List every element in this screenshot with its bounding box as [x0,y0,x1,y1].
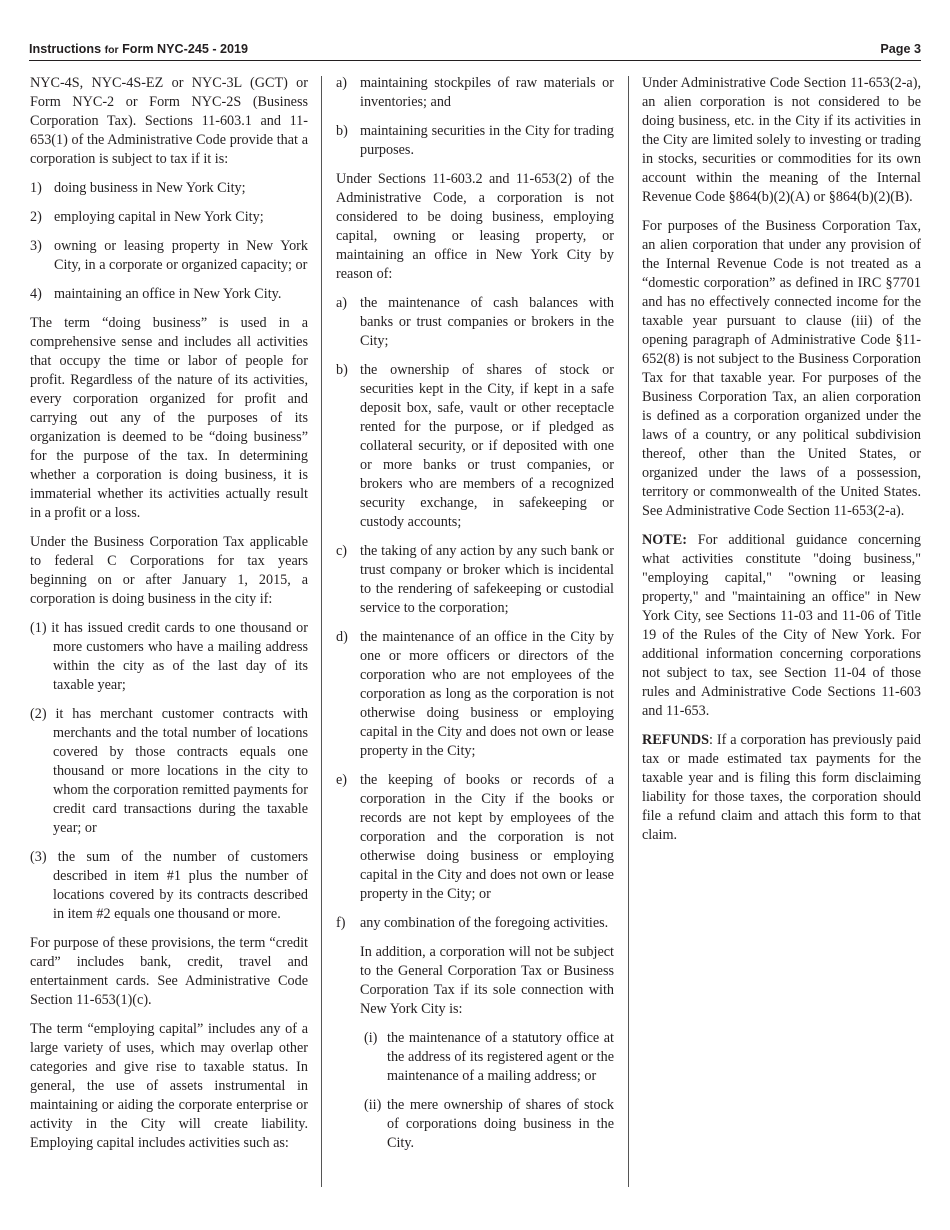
paragraph: For purpose of these provisions, the term “credit card” includes bank, credit, travel and entertainment cards. See Administrative Code Section 11-653(1)(c). [30,935,308,1008]
header-title-prefix: Instructions [29,42,102,56]
paragraph: The term “doing business” is used in a comprehensive sense and includes all activities that occupy the time or labor of people for profit. Regardless of the nature of its activities, every corporation organized for profit and carrying out any of the purposes of its organization is deemed to be “doing business” for the purpose of the tax. In determining whether a corporation is doing business, it is immaterial whether its activities actually result in a profit or a loss. [30,315,308,521]
header-title-for: for [104,44,119,56]
list-item-label: 2) [30,209,42,225]
header-title [29,42,248,56]
list-item-label: c) [336,543,348,559]
list-item-label: d) [336,629,348,645]
list-item [30,208,308,227]
list-item-label: (i) [364,1030,378,1046]
list-item [336,294,614,351]
list-item [364,1096,614,1153]
refunds-paragraph [642,731,921,845]
list-item [336,628,614,761]
note-paragraph [642,531,921,721]
column-1 [30,74,308,1163]
list-item-label: e) [336,772,348,788]
column-divider-2 [628,76,629,1187]
list-item [336,361,614,532]
paragraph: For purposes of the Business Corporation Tax, an alien corporation that under any provision of the Internal Revenue Code is not treated as a “domestic corporation” as defined in IRC §7701 and has no effectively connected income for the taxable year pursuant to clause (iii) of the opening paragraph of Administrative Code §11-652(8) is not subject to the Business Corporation Tax for that taxable year. For purposes of the Business Corporation Tax, an alien corporation is defined as a corporation organized under the laws of a country, or any political subdivision thereof, other than the United States, or organized under the laws of a possession, territory or commonwealth of the United States. See Administrative Code Section 11-653(2-a). [642,218,921,519]
list-item-text: the maintenance of an office in the City by one or more officers or directors of the corporation who are not employees of the corporation as long as the corporation is not otherwise doing business or employing capital in the City and does not own or lease property in the City; [360,629,614,759]
list-item [336,122,614,160]
list-item-label: (ii) [364,1097,382,1113]
list-item-text: owning or leasing property in New York City, in a corporate or organized capacity; or [54,238,308,273]
list-item-label: 3) [30,238,42,254]
header-title-suffix: Form NYC-245 - 2019 [122,42,249,56]
list-item-text: the maintenance of a statutory office at the address of its registered agent or the maintenance of a mailing address; or [387,1030,614,1084]
page-number: Page 3 [880,42,921,56]
list-item-label: b) [336,123,348,139]
paragraph: NYC-4S, NYC-4S-EZ or NYC-3L (GCT) or Form NYC-2 or Form NYC-2S (Business Corporation Tax). Sections 11-603.1 and 11-653(1) of the Administrative Code provide that a corporation is subject to tax if it is: [30,75,308,167]
list-item-text: employing capital in New York City; [54,209,264,225]
list-item-label: 4) [30,286,42,302]
list-item-label: b) [336,362,348,378]
list-item [336,914,614,933]
list-item-label: 1) [30,180,42,196]
paragraph: Under the Business Corporation Tax applicable to federal C Corporations for tax years beginning on or after January 1, 2015, a corporation is doing business in the city if: [30,534,308,607]
list-item [364,1029,614,1086]
list-item-text: the mere ownership of shares of stock of corporations doing business in the City. [387,1097,614,1151]
paragraph: In addition, a corporation will not be subject to the General Corporation Tax or Business Corporation Tax if its sole connection with New York City is: [360,944,614,1017]
list-item [30,237,308,275]
list-item [30,285,308,304]
refunds-label: REFUNDS [642,732,710,748]
list-item: (1) it has issued credit cards to one thousand or more customers who have a mailing address within the city as of the last day of its taxable year; [30,620,308,693]
column-3 [642,74,921,855]
list-item [30,179,308,198]
column-2 [336,74,614,1163]
note-label: NOTE: [642,532,687,548]
list-item-label: a) [336,75,348,91]
list-item-label: f) [336,915,346,931]
note-text: For additional guidance concerning what activities constitute "doing business," "employing capital," "owning or leasing property," and "maintaining an office" in New York City, see Sections 11-03 and 11-06 of Title 19 of the Rules of the City of New York. For additional information concerning corporations not subject to tax, see Section 11-04 of those rules and Administrative Code Sections 11-603 and 11-653. [642,532,921,719]
list-item-text: the maintenance of cash balances with banks or trust companies or brokers in the City; [360,295,614,349]
list-item-text: the ownership of shares of stock or securities kept in the City, if kept in a safe deposit box, safe, vault or other receptacle rented for the purpose, or if pledged as collateral security, or if deposited with one or more banks or trust companies, or brokers who are members of a recognized security exchange, in safekeeping or custody accounts; [360,362,614,530]
list-item-text: any combination of the foregoing activities. [360,915,609,931]
paragraph: The term “employing capital” includes any of a large variety of uses, which may overlap other categories and give rise to taxable status. In general, the use of assets instrumental in maintaining or aiding the corporate enterprise or activity in the City will create liability. Employing capital includes activities such as: [30,1021,308,1151]
list-item: (3) the sum of the number of customers described in item #1 plus the number of locations covered by its contracts described in item #2 equals one thousand or more. [30,849,308,922]
list-item-text: maintaining an office in New York City. [54,286,282,302]
paragraph: Under Sections 11-603.2 and 11-653(2) of the Administrative Code, a corporation is not considered to be doing business, employing capital, owning or leasing property, or maintaining an office in New York City by reason of: [336,171,614,282]
list-item: (2) it has merchant customer contracts with merchants and the total number of locations covered by those contracts equals one thousand or more locations in the city to whom the corporation remitted payments for credit card transactions during the taxable year; or [30,706,308,836]
list-item [336,771,614,904]
list-item-text: the keeping of books or records of a corporation in the City if the books or records are not kept by employees of the corporation and the corporation is not otherwise doing business or employing capital in the City and does not own or lease property in the City; or [360,772,614,902]
list-item-label: a) [336,295,348,311]
paragraph: Under Administrative Code Section 11-653(2-a), an alien corporation is not considered to be doing business, etc. in the City if its activities in the City are limited solely to investing or trading in stocks, securities or commodities for its own account within the meaning of the Internal Revenue Code §864(b)(2)(A) or §864(b)(2)(B). [642,75,921,205]
list-item [336,542,614,618]
list-item-text: doing business in New York City; [54,180,246,196]
page-header [29,42,921,60]
column-divider-1 [321,76,322,1187]
list-item-text: maintaining stockpiles of raw materials or inventories; and [360,75,614,110]
header-rule [29,60,921,61]
list-item-text: maintaining securities in the City for trading purposes. [360,123,614,158]
list-item-text: the taking of any action by any such bank or trust company or broker which is incidental to the rendering of safekeeping or custodial service to the corporation; [360,543,614,616]
list-item [336,74,614,112]
refunds-text: : If a corporation has previously paid tax or made estimated tax payments for the taxable year and is filing this form disclaiming liability for those taxes, the corporation should file a refund claim and attach this form to that claim. [642,732,921,843]
